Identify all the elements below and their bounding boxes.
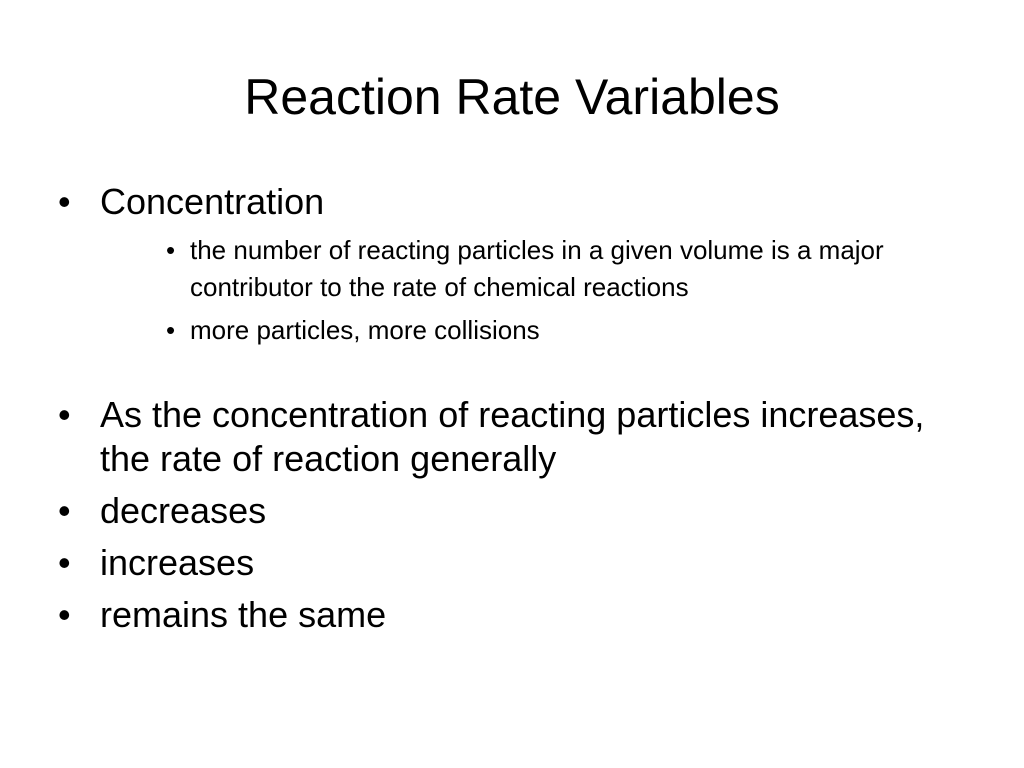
sub-bullet-particles-volume: [166, 232, 950, 306]
bullet-icon: •: [58, 394, 71, 435]
bullet-option-remains-same: [58, 593, 958, 637]
bullet-text: decreases: [100, 490, 267, 531]
bullet-concentration: [58, 180, 958, 224]
bullet-question: [58, 393, 958, 481]
slide-title: Reaction Rate Variables: [244, 69, 780, 125]
bullet-icon: •: [58, 181, 71, 222]
bullet-text: increases: [100, 542, 255, 583]
slide-body: [58, 180, 958, 637]
sub-bullet-text: more particles, more collisions: [190, 315, 540, 345]
bullet-icon: •: [58, 490, 71, 531]
bullet-icon: •: [166, 235, 176, 265]
bullet-text: Concentration: [100, 181, 325, 222]
bullet-icon: •: [58, 594, 71, 635]
bullet-option-decreases: [58, 489, 958, 533]
bullet-option-increases: [58, 541, 958, 585]
bullet-text: remains the same: [100, 594, 387, 635]
bullet-icon: •: [166, 315, 176, 345]
sub-bullet-text: the number of reacting particles in a given volume is a major contributor to the rate of chemical reactions: [190, 235, 884, 302]
bullet-text: As the concentration of reacting particles increases, the rate of reaction generally: [100, 394, 925, 479]
sub-bullet-more-collisions: [166, 312, 950, 349]
bullet-icon: •: [58, 542, 71, 583]
